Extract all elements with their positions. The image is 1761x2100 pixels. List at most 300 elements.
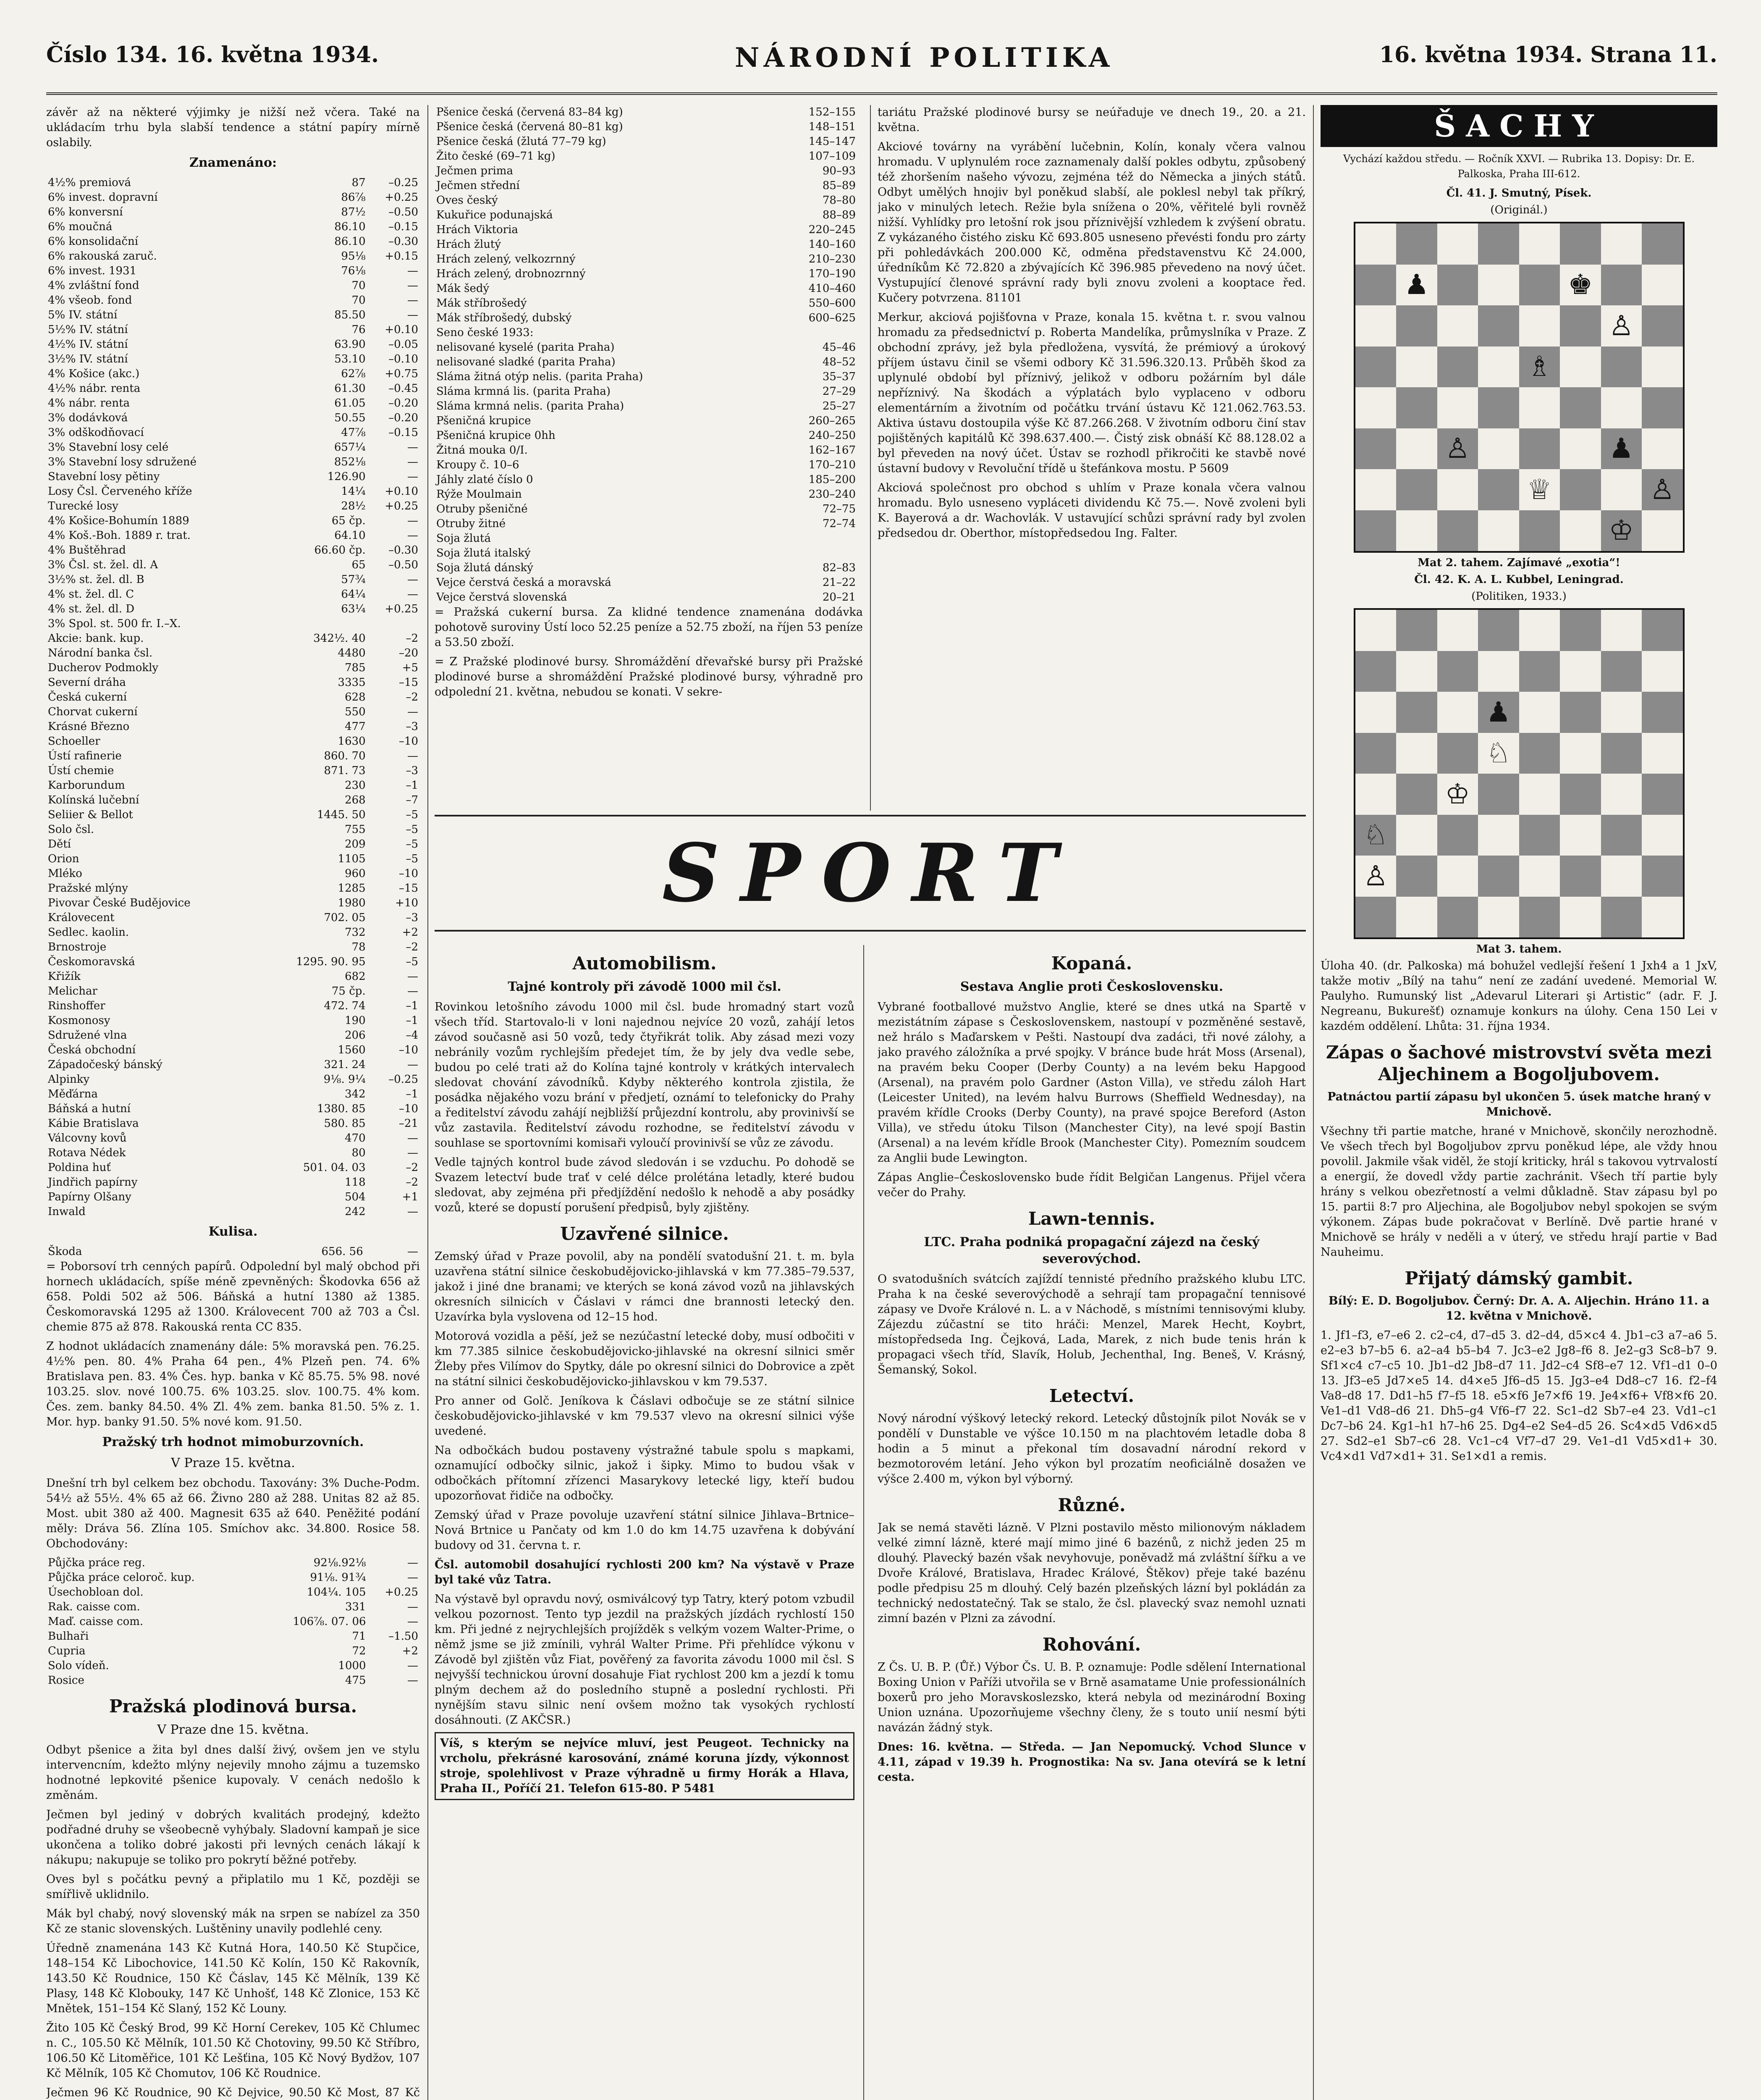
row-label: Hrách zelený, drobnozrnný	[436, 268, 586, 280]
afterhours-text: = Poborsoví trh cenných papírů. Odpolední byl malý obchod při hornech ukládacích, spíše méně zpevněných: Škodovka 656 až 658. Poldi 502 až 506. Báňská a hutní 1380 až 1385. Českomoravská 1295 až 1300. Královecent 700 až 703 a Čsl. chemie 875 až 878. Rakouská renta CC 835.	[46, 1260, 420, 1334]
row-value	[857, 546, 863, 561]
bond-row	[46, 1072, 420, 1087]
gambit-heading: Přijatý dámský gambit.	[1405, 1268, 1633, 1289]
bond-row	[46, 425, 420, 440]
row-label: 3% Stavební losy celé	[48, 441, 169, 454]
column-exchange	[46, 105, 420, 2100]
row-value: +0.25	[385, 500, 418, 512]
match-text: Všechny tři partie matche, hrané v Mnichově, skončily nerozhodně. Ve všech třech byl Bogoljubov zprvu poněkud lépe, ale vždy hnou povolil. Jakmile však viděl, že stojí kriticky, hrál s takovou vytrvalostí a energií, že dovedl vždy partie zachránit. Všech tří partie byly hrány s velkou obezřetností a velmi důkladně. Stav zápasu byl po 15. partii 8:7 pro Aljechina, ale Bogoljubov nebyl spokojen se svým výkonem. Zápas bude pokračovat v Berlíně. Dvě partie hrané v Mnichově se hrály v neděli a v úterý, ve středu hrají partie v Bad Nauheimu.	[1321, 1125, 1717, 1259]
bond-row	[46, 514, 420, 528]
row-value: 63¼	[341, 603, 366, 615]
row-label: Sláma krmná nelis. (parita Praha)	[436, 400, 624, 412]
row-value: —	[407, 309, 418, 321]
chess-square	[1519, 223, 1560, 265]
row-value: 242	[345, 1205, 366, 1218]
peugeot-advert-text: Víš, s kterým se nejvíce mluví, jest Peugeot. Technicky na vrcholu, překrásné karosování, známé koruna jízdy, výkonnost stroje, spolehlivost v Praze výhradně u firmy Horák a Hlava, Praha II., Poříčí 21. Telefon 615-80. P 5481	[440, 1737, 849, 1795]
row-value: 206	[345, 1029, 366, 1042]
row-value: +2	[402, 1645, 418, 1657]
row-value: –0.45	[388, 382, 418, 395]
bond-row	[46, 1205, 420, 1219]
price-row	[435, 561, 863, 575]
row-value: 162–167	[808, 444, 856, 457]
row-value: –0.25	[388, 1073, 418, 1086]
row-label: Rotava Nédek	[48, 1147, 126, 1159]
row-value: —	[407, 588, 418, 601]
bond-row	[46, 293, 420, 308]
row-label: Bulhaři	[48, 1630, 89, 1643]
otc-row	[46, 1614, 420, 1629]
chess-square	[1437, 305, 1478, 346]
otc-row	[46, 1585, 420, 1600]
chess-square	[1560, 510, 1601, 551]
bond-row	[46, 778, 420, 793]
row-value: 230	[345, 779, 366, 792]
chess-square	[1519, 265, 1560, 306]
row-value: 860. 70	[324, 750, 366, 762]
row-label: Karborundum	[48, 779, 125, 792]
row-value: 48–52	[822, 356, 856, 368]
row-label: 3½% st. žel. dl. B	[48, 573, 144, 586]
row-value: –1	[406, 1000, 418, 1012]
price-row	[435, 531, 863, 546]
chess-square	[1519, 387, 1560, 428]
price-row	[435, 428, 863, 443]
row-value: 230–240	[808, 488, 856, 501]
bond-row	[46, 367, 420, 381]
row-value: 501. 04. 03	[303, 1161, 366, 1174]
row-value: 1980	[338, 897, 366, 909]
row-value: 732	[345, 926, 366, 939]
row-label: Ječmen střední	[436, 179, 520, 192]
chess-square	[1478, 692, 1519, 733]
football-text-2: Zápas Anglie–Československo bude řídit Belgičan Langenus. Přijel včera večer do Prahy.	[878, 1171, 1306, 1199]
chess-square	[1478, 346, 1519, 388]
chess-square	[1396, 305, 1437, 346]
chess-piece-icon: ♕	[1527, 473, 1552, 506]
roads-text-1: Zemský úřad v Praze povolil, aby na pondělí svatodušní 21. t. m. byla uzavřena státní silnice českobudějovicko-jihlavská v km 77.385–79.537, jakož i jiné dne branami; ve kterých se koná závod vozů na jihlavských okresních silnicích v Čáslavi v rámci dne brannosti letecký den. Uzavírka byla vyslovena od 12–15 hod.	[435, 1250, 854, 1323]
tennis-text: O svatodušních svátcích zajíždí tennisté předního pražského klubu LTC. Praha k na české severovýchodě a sehrají tam propagační tennisové zápasy ve Dvoře Králové n. L. a v Náchodě, s místními tennisovými kluby. Zájezdu zúčastní se tito hráči: Menzel, Marek Hecht, Koybrt, místopředseda Ing. Čejková, Lada, Marek, z nich bude tenis hrán k propagaci všech tříd, Slavík, Holub, Jechenthal, Ing. Beneš, V. Krásný, Šemanský, Sokol.	[878, 1273, 1306, 1376]
row-value: —	[407, 456, 418, 468]
row-value: 1630	[338, 735, 366, 748]
row-value: —	[407, 985, 418, 998]
row-value: 600–625	[808, 312, 856, 324]
row-label: Severní dráha	[48, 676, 126, 689]
row-value: –1.50	[388, 1630, 418, 1643]
row-label: Hrách žlutý	[436, 238, 501, 251]
row-value: 140–160	[808, 238, 856, 251]
price-row	[435, 355, 863, 370]
bond-row	[46, 925, 420, 940]
chess-square	[1560, 305, 1601, 346]
row-value: 1560	[338, 1044, 366, 1056]
chess-piece-icon: ♔	[1609, 514, 1634, 547]
row-label: Losy Čsl. Červeného kříže	[48, 485, 192, 498]
chess-square	[1601, 692, 1642, 733]
row-value: 656. 56	[321, 1245, 363, 1258]
price-row	[435, 134, 863, 149]
row-value: 86.10	[334, 235, 366, 248]
row-value: 185–200	[808, 473, 856, 486]
row-value: 702. 05	[324, 911, 366, 924]
chess-square	[1601, 387, 1642, 428]
row-label: 4% Košice-Bohumín 1889	[48, 514, 189, 527]
sugar-bourse-text: = Pražská cukerní bursa. Za klidné tendence znamenána dodávka pohotově suroviny Ústí loco 52.25 peníze a 52.75 zboží, na říjen 53 peníze a 53.50 zboží.	[435, 606, 863, 649]
chess-square	[1355, 610, 1397, 651]
commodity-subheading: V Praze dne 15. května.	[157, 1722, 309, 1737]
row-label: Dětí	[48, 838, 71, 850]
row-value: –1	[406, 1014, 418, 1027]
chess-square	[1478, 610, 1519, 651]
row-label: Cupria	[48, 1645, 86, 1657]
row-value: –21	[398, 1117, 418, 1130]
row-value: 82–83	[822, 562, 856, 574]
row-value	[263, 617, 367, 631]
row-label: 3% odškodňovací	[48, 426, 144, 439]
row-label: Vejce čerstvá slovenská	[436, 591, 567, 604]
row-label: Hrách Viktoria	[436, 223, 518, 236]
chess-square	[1560, 774, 1601, 815]
row-label: Mléko	[48, 867, 82, 880]
chess-square	[1642, 305, 1683, 346]
newspaper-page	[46, 25, 1717, 2100]
row-label: Ústí rafinerie	[48, 750, 122, 762]
chess-square	[1437, 897, 1478, 938]
tennis-heading: Lawn-tennis.	[1028, 1208, 1156, 1229]
row-value: –10	[398, 735, 418, 748]
chess-square	[1355, 815, 1397, 856]
bond-row	[46, 1043, 420, 1058]
bond-row	[46, 602, 420, 617]
chess-piece-icon: ♙	[1650, 473, 1675, 506]
row-value: +0.25	[385, 603, 418, 615]
chess-square	[1396, 223, 1437, 265]
row-label: Jindřich papírny	[48, 1176, 138, 1189]
row-label: Křižík	[48, 970, 81, 983]
chess-square	[1437, 387, 1478, 428]
roads-heading: Uzavřené silnice.	[560, 1223, 729, 1244]
row-value: –2	[406, 691, 418, 704]
row-value: 88–89	[822, 209, 856, 221]
kolin-article: Akciové továrny na vyrábění lučebnin, Kolín, konaly včera valnou hromadu. V uplynulém roce zaznamenaly další pokles odbytu, způsobený též zhoršením našeho vývozu, zejména též do Německa a jiných států. Odbyt umělých hnojiv byl poněkud slabší, ale poklesl nebyl tak příkrý, jako v minulých letech. Režie byla snížena o 20%, věřitelé byli rovněž nižší. Vyhlídky pro letošní rok jsou příznivější vzhledem k zvýšení obratu. Z vykázaného čistého zisku Kč 693.805 usneseno převésti fondu pro zárty při pohledávkách 200.000 Kč, odměna představenstvu Kč 24.000, úředníkům Kč 72.820 a zbývajících Kč 396.985 převedeno na nový účet. Vystupující členové správní rady byli znovu zvoleni a kooptace řed. Kučery potvrzena. 81101	[878, 140, 1306, 304]
row-label: 6% konversní	[48, 206, 123, 218]
row-value: –0.30	[388, 544, 418, 556]
chess-square	[1396, 774, 1437, 815]
otc-table	[46, 1556, 420, 1688]
roads-text-4: Na odbočkách budou postaveny výstražné tabule spolu s mapkami, oznamující odbočky silnic, jakož i šipky. Mimo to budou však v odbočkách přítomní zřízenci Masarykovy letecké ligy, kteří budou upozorňovat řidiče na odbočky.	[435, 1444, 854, 1502]
chess-piece-icon: ♔	[1445, 777, 1470, 810]
masthead	[46, 25, 1717, 95]
football-subheading: Sestava Anglie proti Československu.	[960, 979, 1224, 994]
bond-row	[46, 617, 420, 631]
row-value: 145–147	[808, 135, 856, 148]
price-row	[435, 178, 863, 193]
price-row	[435, 311, 863, 326]
chess-piece-icon: ♟	[1404, 268, 1429, 301]
price-row	[435, 472, 863, 487]
chess-square	[1519, 897, 1560, 938]
chess-square	[1355, 387, 1397, 428]
row-label: Alpinky	[48, 1073, 90, 1086]
row-value: –0.30	[388, 235, 418, 248]
row-value: +0.10	[385, 323, 418, 336]
row-value: 682	[345, 970, 366, 983]
tennis-subheading: LTC. Praha podniká propagační zájezd na český severovýchod.	[924, 1235, 1260, 1266]
row-label: 3% dodávková	[48, 412, 128, 424]
chess-square	[1478, 428, 1519, 470]
bond-row	[46, 205, 420, 220]
chess-square	[1560, 265, 1601, 306]
row-label: Pšeničná krupice	[436, 415, 531, 427]
row-label: Pražské mlýny	[48, 882, 128, 895]
bourse-notice-text: = Z Pražské plodinové bursy. Shromáždění dřevařské bursy při Pražské plodinové burse a shromáždění Pražské plodinové bursy, výhradně pro odpolední 21. května, nebudou se konati. V sekre-	[435, 655, 863, 698]
chess-square	[1396, 651, 1437, 692]
chess-square	[1396, 856, 1437, 897]
row-label: Oves český	[436, 194, 498, 207]
row-label: 4% Koš.-Boh. 1889 r. trat.	[48, 529, 191, 542]
bond-row	[46, 661, 420, 675]
bourse-notice-cont: tariátu Pražské plodinové bursy se neúřaduje ve dnech 19., 20. a 21. května.	[878, 106, 1306, 134]
row-value: —	[407, 1245, 418, 1258]
row-value: 1000	[338, 1659, 366, 1672]
row-value: +0.15	[385, 250, 418, 262]
row-label: Královecent	[48, 911, 115, 924]
chess-square	[1355, 346, 1397, 388]
row-value: 64.10	[334, 529, 366, 542]
row-label: Měďárna	[48, 1088, 98, 1100]
chess-square	[1437, 733, 1478, 774]
chess-board-1	[1354, 222, 1685, 553]
otc-heading: Pražský trh hodnot mimoburzovních.	[102, 1435, 364, 1449]
savings-text: Z hodnot ukládacích znamenány dále: 5% moravská pen. 76.25. 4½% pen. 80. 4% Praha 64 pen., 4% Plzeň pen. 74. 6% Bratislava pen. 83. 4% Čes. hyp. banka v Kč 85.75. 5% 98. nové 103.25. slov. nové 100.75. 6% 103.25. slov. 100.75. 4% kom. Čes. zem. banky 84.50. 4% Zl. 4% zem. banka 81.50. 5% z. 1. Mor. hyp. banky 91.50. 5% nové kom. 91.50.	[46, 1340, 420, 1428]
row-label: 4½% nábr. renta	[48, 382, 141, 395]
row-value: 92⅛.92⅛	[313, 1557, 366, 1569]
row-label: Pšeničná krupice 0hh	[436, 429, 556, 442]
row-value: +0.25	[385, 1586, 418, 1599]
bond-row	[46, 984, 420, 999]
row-label: Pšenice česká (červená 80–81 kg)	[436, 121, 623, 133]
row-value: 342	[345, 1088, 366, 1100]
bond-row	[46, 499, 420, 514]
row-value: 148–151	[808, 121, 856, 133]
football-text-1: Vybrané footballové mužstvo Anglie, které se dnes utká na Spartě v mezistátním zápase s Československem, nastoupí v pozměněné sestavě, než hrálo s Maďarskem v Pešti. Nastoupí dva zadáci, tři nové zálohy, a jako pravého záložníka a prvé spojky. V bránce bude hrát Moss (Arsenal), na pravém beku Cooper (Derby County) a na levém beku Hapgood (Arsenal), na pravém polo Gardner (Aston Villa), ve středu záloh Hart (Leicester United), na levém halvu Burrows (Sheffield Wednesday), na pravém křídle Crooks (Derby County), na pravé spojce Bereford (Aston Villa), ve středu útoku Tilson (Manchester City), na levé spojí Bastin (Arsenal) a na levém křídle Brook (Manchester City). Pomezním soudcem za Anglii bude Lewington.	[878, 1000, 1306, 1165]
sport-column-1	[435, 945, 854, 2100]
commodity-text-2: Ječmen byl jediný v dobrých kvalitách prodejný, kdežto podřadné druhy se všeobecně vyhýbaly. Sladovní kampaň je sice ukončena a toliko dobré jakosti při levných cenách lákají k nákupu; nakupuje se toliko pro pokrytí běžné potřeby.	[46, 1808, 420, 1866]
row-value: –0.20	[388, 397, 418, 410]
chess-square	[1396, 469, 1437, 510]
chess-square	[1642, 610, 1683, 651]
bond-row	[46, 1013, 420, 1028]
row-value: —	[407, 1147, 418, 1159]
row-value: 260–265	[808, 415, 856, 427]
price-row	[435, 252, 863, 267]
row-value: 628	[345, 691, 366, 704]
chess-square	[1355, 733, 1397, 774]
row-value: –10	[398, 1102, 418, 1115]
row-value: –2	[406, 632, 418, 645]
chess-square	[1437, 692, 1478, 733]
bond-row	[46, 190, 420, 205]
row-value: —	[407, 1601, 418, 1613]
bond-row	[46, 234, 420, 249]
row-label: Stavební losy pětiny	[48, 470, 160, 483]
chess-square	[1396, 510, 1437, 551]
row-value: 72	[352, 1645, 366, 1657]
chess-square	[1642, 265, 1683, 306]
bond-row	[46, 866, 420, 881]
bond-row	[46, 675, 420, 690]
row-label: Soja žlutá dánský	[436, 562, 533, 574]
row-label: Škoda	[48, 1245, 82, 1258]
row-label: Solo čsl.	[48, 823, 94, 836]
chess-square	[1642, 897, 1683, 938]
column-rule	[1313, 105, 1314, 2100]
bond-row	[46, 308, 420, 323]
row-value: 86⅞	[341, 191, 366, 204]
price-row	[435, 414, 863, 428]
row-value: 321. 24	[324, 1058, 366, 1071]
chess-solutions: Úloha 40. (dr. Palkoska) má bohužel vedlejší řešení 1 Jxh4 a 1 JxV, takže motiv „Bílý na tahu“ není ze zadání uvedené. Memorial W. Paulyho. Rumunský list „Adevarul Literari şi Artistic“ (adr. F. J. Negreanu, Bukurešť) oznamuje konkurs na úlohy. Cena 150 Lei v kazdém oddělení. Lhůta: 31. října 1934.	[1321, 959, 1717, 1033]
chess-square	[1519, 428, 1560, 470]
row-label: Žito české (69–71 kg)	[436, 150, 556, 163]
row-value: 87½	[341, 206, 366, 218]
row-value: –0.50	[388, 559, 418, 571]
row-value: 70	[351, 294, 366, 307]
commodity-text-5: Úředně znamenána 143 Kč Kutná Hora, 140.50 Kč Stupčice, 148–154 Kč Libochovice, 141.50 Kč Kolín, 150 Kč Rakovník, 143.50 Kč Roudnice, 150 Kč Čáslav, 145 Kč Mělník, 139 Kč Plasy, 148 Kč Klobouky, 147 Kč Unhošť, 148 Kč Zlonice, 153 Kč Mnětek, 151–154 Kč Slaný, 152 Kč Louny.	[46, 1942, 420, 2015]
merkur-article: Merkur, akciová pojišťovna v Praze, konala 15. května t. r. svou valnou hromadu za předsednictví p. Roberta Mandelíka, průmyslníka v Praze. Z obchodní zprávy, jež byla předložena, vysvítá, že prémiový a úrokový příjem ústavu činil se všemi odbory Kč 31.596.320.13. Průběh škod za uplynulé období byl příznivý, jelikož v odboru požárním byl dále nepříznivý. Na škodách a výplatách bylo vyplaceno v odboru elementárním a životním od počátku trvání ústavu Kč 121.062.763.53. Aktiva ústavu dostoupila výše Kč 87.266.268. V životním odboru činí stav pojištěných kapitálů Kč 398.637.400.—. Čistý zisk obnáší Kč 88.128.02 a byl převeden na nový účet. Ústav se rozhodl přikročiti ke stavbě nové ústavní budovy v Revoluční třídě u štefánkova mostu. P 5609	[878, 311, 1306, 475]
chess-square	[1601, 610, 1642, 651]
problem-42-source: (Politiken, 1933.)	[1471, 590, 1567, 603]
row-label: Poldina huť	[48, 1161, 111, 1174]
chess-square	[1560, 856, 1601, 897]
row-value: –0.05	[388, 338, 418, 351]
chess-square	[1396, 610, 1437, 651]
chess-square	[1355, 651, 1397, 692]
bond-row	[46, 381, 420, 396]
row-value: 657¼	[334, 441, 366, 454]
bond-row	[46, 1146, 420, 1160]
row-value: –15	[398, 882, 418, 895]
bond-row	[46, 1190, 420, 1205]
commodity-text-4: Mák byl chabý, nový slovenský mák na srpen se nabízel za 350 Kč ze stanic slovenských. Luštěniny unavily podlehlé ceny.	[46, 1907, 420, 1935]
bond-row	[46, 719, 420, 734]
chess-square	[1437, 815, 1478, 856]
row-value: 9⅛. 9¼	[323, 1073, 366, 1086]
row-value: –10	[398, 867, 418, 880]
row-value: 550	[345, 706, 366, 718]
commodity-text-3: Oves byl s počátku pevný a připlatilo mu 1 Kč, později se smířlivě uklidnilo.	[46, 1873, 420, 1901]
price-row	[435, 149, 863, 164]
row-label: Pšenice česká (červená 83–84 kg)	[436, 106, 623, 118]
price-row	[435, 487, 863, 502]
chess-piece-icon: ♘	[1486, 737, 1511, 769]
chess-square	[1437, 265, 1478, 306]
column-companies	[878, 105, 1306, 811]
row-label: Úsechobloan dol.	[48, 1586, 144, 1599]
row-value: 71	[352, 1630, 366, 1643]
row-label: Orion	[48, 853, 79, 865]
row-label: Krásné Březno	[48, 720, 130, 733]
issue-number: Číslo 134. 16. května 1934.	[46, 42, 379, 68]
row-label: Báňská a hutní	[48, 1102, 131, 1115]
chess-square	[1355, 428, 1397, 470]
bond-row	[46, 896, 420, 911]
chess-square	[1478, 897, 1519, 938]
column-prices	[435, 105, 863, 811]
row-label: 4% Buštěhrad	[48, 544, 126, 556]
newspaper-title: NÁRODNÍ POLITIKA	[735, 42, 1114, 74]
row-label: Melichar	[48, 985, 97, 998]
misc-heading: Různé.	[1058, 1495, 1126, 1515]
row-value: 25–27	[822, 400, 856, 412]
row-label: 4% st. žel. dl. D	[48, 603, 135, 615]
row-value: —	[407, 1659, 418, 1672]
row-value: 85–89	[822, 179, 856, 192]
row-value: 76	[351, 323, 366, 336]
bond-row	[46, 558, 420, 572]
chess-square	[1478, 651, 1519, 692]
row-value: 550–600	[808, 297, 856, 310]
row-label: Jáhly zlaté číslo 0	[436, 473, 533, 486]
chess-square	[1355, 305, 1397, 346]
row-value: –5	[406, 823, 418, 836]
chess-square	[1601, 897, 1642, 938]
row-label: Rýže Moulmain	[436, 488, 522, 501]
chess-square	[1560, 651, 1601, 692]
row-label: Sláma krmná lis. (parita Praha)	[436, 385, 611, 398]
row-value: –3	[406, 911, 418, 924]
row-label: Mák stříbrošedý	[436, 297, 527, 310]
chess-square	[1396, 897, 1437, 938]
row-value: 190	[345, 1014, 366, 1027]
column-chess	[1321, 105, 1717, 2100]
chess-square	[1519, 815, 1560, 856]
row-value: 410–460	[808, 282, 856, 295]
bond-row	[46, 631, 420, 646]
row-label: Schoeller	[48, 735, 100, 748]
row-value: –20	[398, 647, 418, 659]
row-value: +0.10	[385, 485, 418, 498]
row-value: –0.25	[388, 176, 418, 189]
chess-square	[1519, 346, 1560, 388]
chess-square	[1560, 897, 1601, 938]
row-value: 63.90	[334, 338, 366, 351]
price-row	[435, 517, 863, 531]
row-value: –3	[406, 764, 418, 777]
price-row	[435, 502, 863, 517]
bond-row	[46, 455, 420, 470]
row-label: 3% Čsl. st. žel. dl. A	[48, 559, 158, 571]
bond-table	[46, 176, 420, 1219]
row-value: 170–210	[808, 459, 856, 471]
row-value: 268	[345, 794, 366, 806]
row-label: Válcovny kovů	[48, 1132, 127, 1144]
price-row	[435, 575, 863, 590]
row-label: Akcie: bank. kup.	[48, 632, 144, 645]
row-value: –4	[406, 1029, 418, 1042]
row-value: 64¼	[341, 588, 366, 601]
bond-row	[46, 528, 420, 543]
row-value: 61.05	[334, 397, 366, 410]
column-rule	[870, 105, 871, 811]
bond-row	[46, 1116, 420, 1131]
aviation-heading: Letectví.	[1049, 1386, 1135, 1406]
chess-square	[1601, 774, 1642, 815]
row-label: Česká cukerní	[48, 691, 127, 704]
row-label: 3% Spol. st. 500 fr. I.–X.	[48, 617, 181, 630]
chess-piece-icon: ♙	[1609, 309, 1634, 342]
row-label: 5% IV. státní	[48, 309, 118, 321]
row-label: Rak. caisse com.	[48, 1601, 140, 1613]
